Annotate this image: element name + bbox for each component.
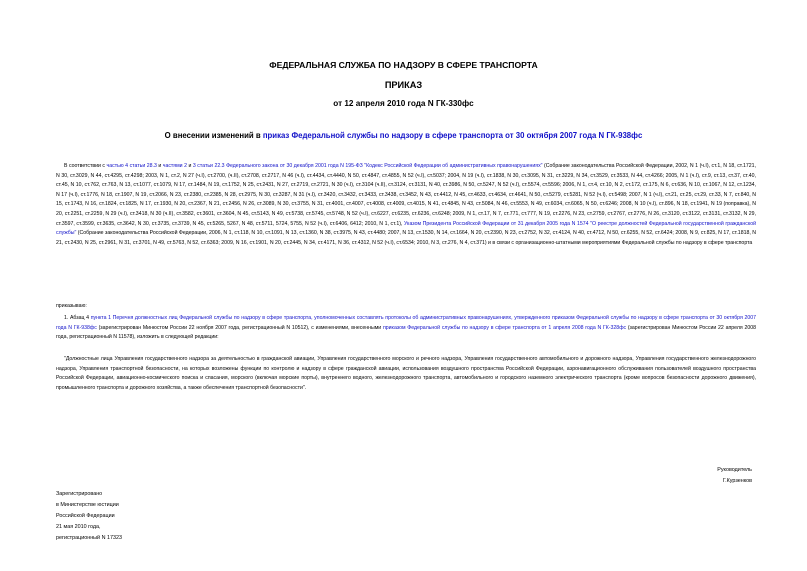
title-order-link[interactable]: приказ Федеральной службы по надзору в сфере транспорта от 30 октября 2007 года N ГК-938фс [262, 131, 643, 140]
link-parts-2[interactable]: частями 2 [162, 163, 187, 169]
organization-heading: ФЕДЕРАЛЬНАЯ СЛУЖБА ПО НАДЗОРУ В СФЕРЕ ТРАНСПОРТА [269, 60, 538, 70]
registration-line-2: в Министерстве юстиции [56, 502, 119, 508]
item-text-2: (зарегистрирован Минюстом России 22 ноября 2007 года, регистрационный N 10512), с изменениями, внесенными [96, 324, 383, 331]
link-order-gk-328fs[interactable]: приказом Федеральной службы по надзору в сфере транспорта от 1 апреля 2008 года N ГК-328фс [382, 324, 627, 331]
signature-block [717, 465, 752, 487]
registration-line-4: 21 мая 2010 года, [56, 524, 101, 530]
document-type-heading: ПРИКАЗ [384, 80, 423, 90]
document-date-number: от 12 апреля 2010 года N ГК-330фс [333, 99, 474, 108]
item-1-paragraph [56, 314, 756, 343]
preamble-text-3: и [186, 163, 193, 169]
signature-name: Г.Курзенков [722, 478, 752, 484]
orders-label: приказываю: [56, 303, 87, 309]
link-article-28-3[interactable]: частью 4 статьи 28.3 [106, 163, 157, 169]
link-koap-article-22-3[interactable]: 3 статьи 22.3 Федерального закона от 30 декабря 2001 года N 195-ФЗ "Кодекс Российской Федерации об административных правонарушениях" [192, 163, 543, 169]
link-presidential-decree[interactable]: Указом Президента Российской Федерации от 31 декабря 2005 года N 1574 "О реестре должностей Федеральной государственной гражданской службы" [56, 220, 756, 237]
quoted-text-paragraph: "Должностные лица Управления государственного надзора за деятельностью в гражданской авиации, Управления государственного морского и речного надзора, Управления государственного автомобильного и дорожного надзора, Управления государственного железнодорожного надзора, Управления транспортной безопасности, на которых возложены функции по контролю и надзору в сфере гражданской авиации, использования воздушного пространства Российской Федерации, аэронавигационного обслуживания пользователей воздушного пространства Российской Федерации, авиационно-космического поиска и спасания, морского (включая морские порты), внутреннего водного, железнодорожного транспорта, автомобильного и городского наземного электрического транспорта (кроме вопросов безопасности дорожного движения), промышленного транспорта и дорожного хозяйства, а также обеспечения транспортной безопасности". [56, 356, 756, 391]
preamble-text-5: (Собрание законодательства Российской Федерации, 2006, N 1, ст.118, N 10, ст.1091, N 13, ст.1360, N 38, ст.3975, N 43, ст.4480; 2007, N 13, ст.1530, N 14, ст.1664, N 20, ст.2390, N 23, ст.2752, N 32, ст.4124, N 40, ст.4712, N 50, ст.6255, N 52, ст.6424; 2008, N 9, ст.825, N 17, ст.1818, N 21, ст.2430, N 25, ст.2961, N 31, ст.3701, N 49, ст.5763, N 52, ст.6363; 2009, N 16, ст.1901, N 20, ст.2445, N 34, ст.4171, N 36, ст.4312, N 52 (ч.I), ст.6534; 2010, N 3, ст.276, N 4, ст.371) и в связи с организационно-штатными мероприятиями Федеральной службы по надзору в сфере транспорта [56, 230, 756, 246]
registration-line-1: Зарегистрировано [56, 491, 103, 497]
item-text-3: (зарегистрирован Минюстом России 22 апреля 2008 года, регистрационный N 11578), изложить в следующей редакции: [56, 324, 757, 341]
document-title [0, 131, 807, 140]
preamble-text-1: В соответствии с [64, 163, 107, 169]
item-text-1: 1. Абзац 4 [64, 315, 91, 321]
signature-role: Руководитель [717, 467, 752, 473]
registration-block [56, 489, 122, 544]
title-text: О внесении изменений в [164, 131, 263, 140]
preamble-text-4: (Собрание законодательства Российской Федерации, 2002, N 1 (ч.I), ст.1, N 18, ст.1721, N 30, ст.3029, N 44, ст.4295, ст.4298; 2003, N 1, ст.2, N 27 (ч.I), ст.2700, (ч.II), ст.2708, ст.2717, N 46 (ч.I), ст.4434, ст.4440, N 50, ст.4847, ст.4855, N 52 (ч.I), ст.5037; 2004, N 19 (ч.I), ст.1838, N 30, ст.3095, N 31, ст.3229, N 34, ст.3529, ст.3533, N 44, ст.4266; 2005, N 1 (ч.I), ст.9, ст.13, ст.37, ст.40, ст.45, N 10, ст.762, ст.763, N 13, ст.1077, ст.1079, N 17, ст.1484, N 19, ст.1752, N 25, ст.2431, N 27, ст.2719, ст.2721, N 30 (ч.I), ст.3104 (ч.II), ст.3124, ст.3131, N 40, ст.3986, N 50, ст.5247, N 52 (ч.I), ст.5574, ст.5596; 2006, N 1, ст.4, ст.10, N 2, ст.172, ст.175, N 6, ст.636, N 10, ст.1067, N 12, ст.1234, N 17 (ч.I), ст.1776, N 18, ст.1907, N 19, ст.2066, N 23, ст.2380, ст.2385, N 28, ст.2975, N 30, ст.3287, N 31 (ч.I), ст.3420, ст.3432, ст.3433, ст.3438, ст.3452, N 43, ст.4412, N 45, ст.4633, ст.4634, ст.4641, N 50, ст.5279, ст.5281, N 52 (ч.I), ст.5498; 2007, N 1 (ч.I), ст.21, ст.25, ст.29, ст.33, N 7, ст.840, N 15, ст.1743, N 16, ст.1824, ст.1825, N 17, ст.1930, N 20, ст.2367, N 21, ст.2456, N 26, ст.3089, N 30, ст.3755, N 31, ст.4001, ст.4007, ст.4008, ст.4009, ст.4015, N 41, ст.4845, N 43, ст.5084, N 46, ст.5553, N 49, ст.6034, ст.6065, N 50, ст.6246; 2008, N 10 (ч.I), ст.896, N 18, ст.1941, N 19 (поправка), N 20, ст.2251, ст.2259, N 29 (ч.I), ст.3418, N 30 (ч.II), ст.3582, ст.3601, ст.3604, N 45, ст.5143, N 49, ст.5738, ст.5745, ст.5748, N 52 (ч.I), ст.6227, ст.6235, ст.6236, ст.6248; 2009, N 1, ст.17, N 7, ст.771, ст.777, N 19, ст.2276, N 23, ст.2759, ст.2767, ст.2776, N 26, ст.3120, ст.3122, ст.3131, ст.3132, N 29, ст.3597, ст.3599, ст.3635, ст.3642, N 30, ст.3735, ст.3739, N 45, ст.5265, 5267, N 48, ст.5711, 5724, 5755, N 52 (ч.I), ст.6406, 6412; 2010, N 1, ст.1), [56, 163, 757, 227]
preamble-text-2: и [156, 163, 163, 169]
registration-line-3: Российской Федерации [56, 513, 115, 519]
preamble-paragraph [56, 162, 756, 248]
registration-line-5: регистрационный N 17323 [56, 535, 122, 541]
link-list-of-officials[interactable]: пункта 1 Перечня должностных лиц Федеральной службы по надзору в сфере транспорта, уполномоченных составлять протоколы об административных правонарушениях, утвержденного приказом Федеральной службы по надзору в сфере транспорта от 30 октября 2007 года N ГК-938фс [56, 315, 756, 331]
